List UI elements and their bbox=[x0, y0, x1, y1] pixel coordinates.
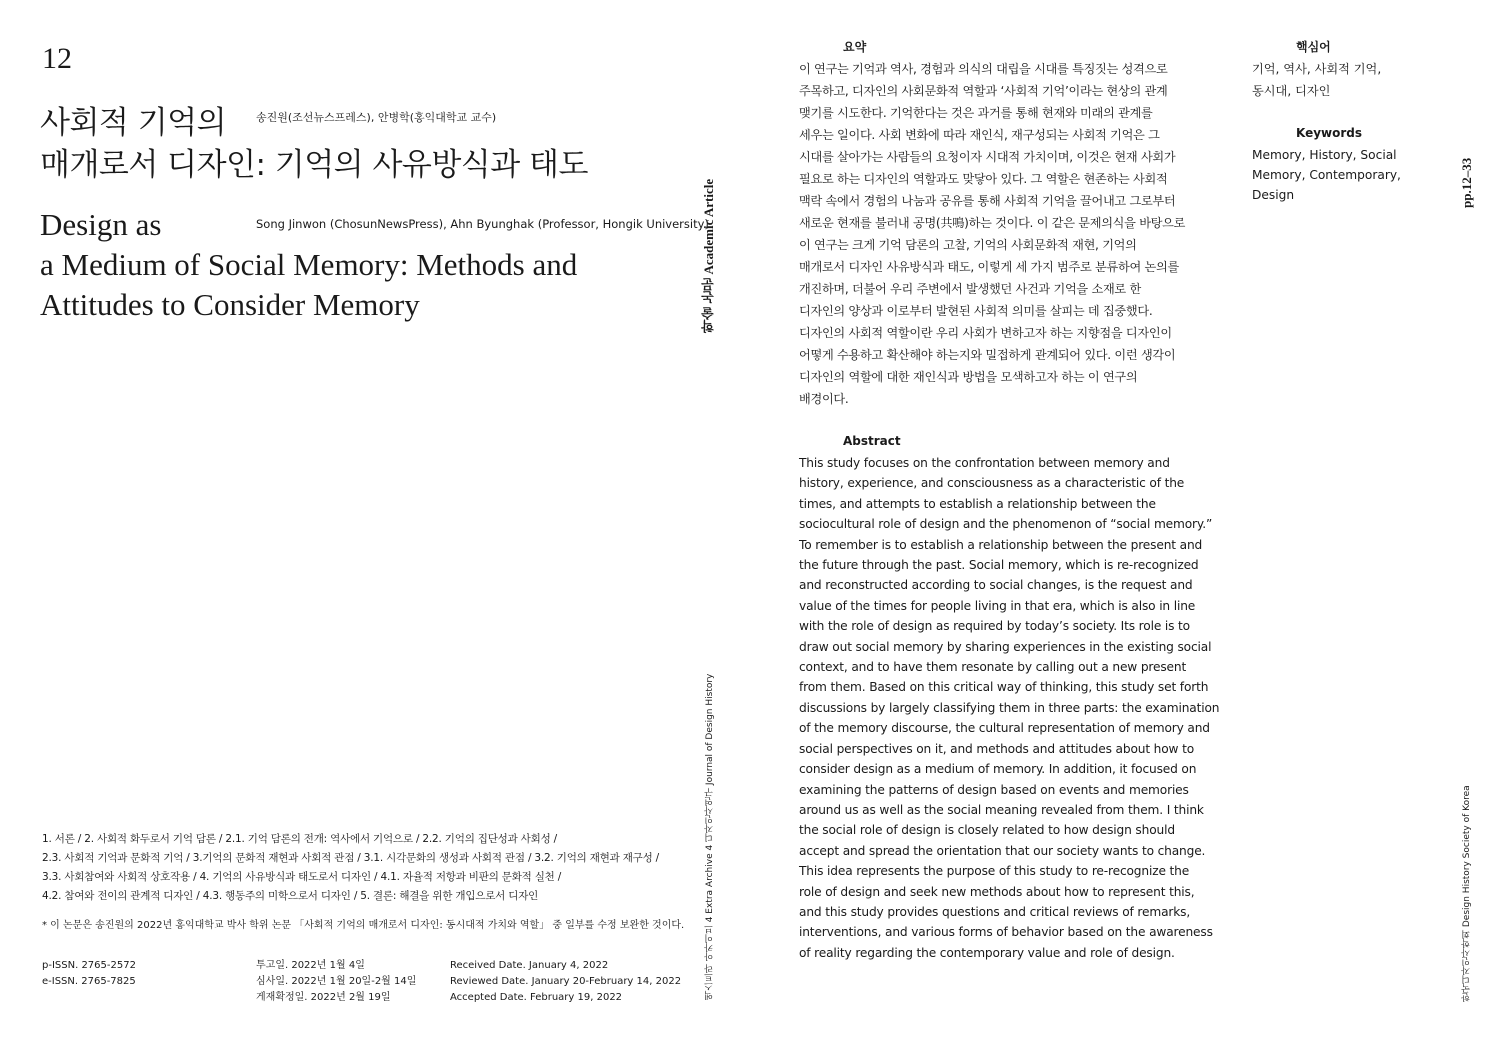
date-line: Reviewed Date. January 20-February 14, 2022 bbox=[450, 976, 682, 987]
keyword-line: Memory, History, Social bbox=[1252, 148, 1397, 162]
toc-line: 1. 서론 / 2. 사회적 화두로서 기억 담론 / 2.1. 기억 담론의 전개: 역사에서 기억으로 / 2.2. 기억의 집단성과 사회성 / bbox=[42, 833, 557, 845]
abstract-line: context, and to have them resonate by calling out a new present bbox=[799, 660, 1187, 675]
page-number: 12 bbox=[42, 42, 72, 75]
abstract-line: To remember is to establish a relationship between the present and bbox=[799, 537, 1203, 552]
keyword-line: 동시대, 디자인 bbox=[1252, 84, 1331, 98]
keyword-line: Design bbox=[1252, 188, 1295, 202]
authors-english: Song Jinwon (ChosunNewsPress), Ahn Byunghak (Professor, Hongik University) bbox=[256, 217, 709, 231]
abstract-line: from them. Based on this critical way of thinking, this study set forth bbox=[799, 680, 1209, 695]
abstract-line: times, and attempts to establish a relationship between the bbox=[799, 496, 1156, 511]
keywords-english-heading: Keywords bbox=[1296, 126, 1363, 140]
abstract-line: and this study provides questions and critical reviews of remarks, bbox=[799, 904, 1191, 919]
abstract-line: of the memory discourse, the cultural representation of memory and bbox=[799, 721, 1210, 736]
issn-line: e-ISSN. 2765-7825 bbox=[42, 976, 136, 987]
page-range: pp.12–33 bbox=[1459, 157, 1474, 208]
toc-line: 3.3. 사회참여와 사회적 상호작용 / 4. 기억의 사유방식과 태도로서 디자인 / 4.1. 자율적 저항과 비판의 문화적 실천 / bbox=[42, 871, 562, 883]
title-english-line: Design as bbox=[40, 207, 162, 242]
article-category: 학술 논문 Academic Article bbox=[701, 178, 716, 333]
abstract-line: draw out social memory by sharing experiences in the existing social bbox=[799, 639, 1212, 654]
abstract-line: history, experience, and consciousness as a characteristic of the bbox=[799, 476, 1185, 491]
society-name: 한국디자인사학회 Design History Society of Korea bbox=[1462, 785, 1472, 1002]
summary-line: 디자인의 역할에 대한 재인식과 방법을 모색하고자 하는 이 연구의 bbox=[799, 370, 1138, 384]
date-line: 심사일. 2022년 1월 20일-2월 14일 bbox=[256, 976, 417, 987]
summary-line: 디자인의 사회적 역할이란 우리 사회가 변하고자 하는 지향점을 디자인이 bbox=[799, 326, 1172, 340]
abstract-line: This idea represents the purpose of this study to re-recognize the bbox=[799, 864, 1190, 879]
abstract-line: the social role of design is closely related to how design should bbox=[799, 823, 1175, 838]
issn-line: p-ISSN. 2765-2572 bbox=[42, 960, 136, 971]
title-korean-line: 매개로서 디자인: 기억의 사유방식과 태도 bbox=[40, 147, 588, 183]
keyword-line: 기억, 역사, 사회적 기억, bbox=[1252, 62, 1382, 76]
abstract-body bbox=[799, 453, 1219, 963]
abstract-line: interventions, and various forms of behavior based on the awareness bbox=[799, 925, 1213, 940]
abstract-line: accept and spread the orientation that our society wants to change. bbox=[799, 843, 1206, 858]
abstract-line: social perspectives on it, and methods and attitudes about how to bbox=[799, 741, 1195, 756]
abstract-line: of reality regarding the contemporary value and role of design. bbox=[799, 945, 1175, 960]
summary-line: 배경이다. bbox=[799, 392, 849, 406]
toc-line: 4.2. 참여와 전이의 관계적 디자인 / 4.3. 행동주의 미학으로서 디자인 / 5. 결론: 해결을 위한 개입으로서 디자인 bbox=[42, 890, 539, 902]
summary-line: 매개로서 디자인 사유방식과 태도, 이렇게 세 가지 범주로 분류하여 논의를 bbox=[799, 260, 1179, 274]
title-english-line: Attitudes to Consider Memory bbox=[40, 287, 420, 322]
table-of-contents bbox=[42, 830, 692, 906]
summary-line: 맺기를 시도한다. 기억한다는 것은 과거를 통해 현재와 미래의 관계를 bbox=[799, 106, 1153, 120]
keywords-korean-heading: 핵심어 bbox=[1296, 40, 1331, 54]
abstract-line: around us as well as the social meaning revealed from them. I think bbox=[799, 802, 1204, 817]
footnote: * 이 논문은 송진원의 2022년 홍익대학교 박사 학위 논문 「사회적 기억의 매개로서 디자인: 동시대적 가치와 역할」 중 일부를 수정 보완한 것이다. bbox=[42, 920, 685, 931]
date-line: Received Date. January 4, 2022 bbox=[450, 960, 609, 971]
summary-line: 필요로 하는 디자인의 역할과도 맞닿아 있다. 그 역할은 현존하는 사회적 bbox=[799, 172, 1168, 186]
abstract-line: examining the patterns of design based on events and memories bbox=[799, 782, 1189, 797]
summary-line: 맥락 속에서 경험의 나눔과 공유를 통해 사회적 기억을 끌어내고 그로부터 bbox=[799, 194, 1176, 208]
abstract-line: the future through the past. Social memory, which is re-recognized bbox=[799, 558, 1199, 573]
summary-line: 세우는 일이다. 사회 변화에 따라 재인식, 재구성되는 사회적 기억은 그 bbox=[799, 128, 1160, 142]
keywords-english bbox=[1252, 145, 1401, 205]
summary-line: 이 연구는 기억과 역사, 경험과 의식의 대립을 시대를 특징짓는 성격으로 bbox=[799, 62, 1168, 76]
summary-line: 시대를 살아가는 사람들의 요청이자 시대적 가치이며, 이것은 현재 사회가 bbox=[799, 150, 1176, 164]
toc-line: 2.3. 사회적 기억과 문화적 기억 / 3.기억의 문화적 재현과 사회적 관점 / 3.1. 시각문화의 생성과 사회적 관점 / 3.2. 기억의 재현과 재구성 / bbox=[42, 852, 660, 864]
dates-korean bbox=[256, 958, 416, 1006]
summary-line: 디자인의 양상과 이로부터 발현된 사회적 의미를 살피는 데 집중했다. bbox=[799, 304, 1153, 318]
summary-body bbox=[799, 58, 1219, 410]
abstract-line: value of the times for people living in that era, which is also in line bbox=[799, 598, 1196, 613]
dates-english bbox=[450, 958, 681, 1006]
abstract-line: This study focuses on the confrontation between memory and bbox=[799, 456, 1170, 470]
abstract-line: and reconstructed according to social changes, is the request and bbox=[799, 578, 1193, 593]
abstract-line: with the role of design as required by today’s society. Its role is to bbox=[799, 619, 1190, 634]
issn-block bbox=[42, 958, 136, 990]
authors-korean: 송진원(조선뉴스프레스), 안병학(홍익대학교 교수) bbox=[256, 111, 497, 124]
abstract-line: consider design as a medium of memory. In addition, it focused on bbox=[799, 762, 1197, 777]
summary-line: 어떻게 수용하고 확산해야 하는지와 밀접하게 관계되어 있다. 이런 생각이 bbox=[799, 348, 1176, 362]
keywords-korean bbox=[1252, 58, 1381, 102]
title-korean-line: 사회적 기억의 bbox=[40, 105, 227, 141]
abstract-heading: Abstract bbox=[843, 434, 901, 448]
abstract-line: discussions by largely classifying them in three parts: the examination bbox=[799, 700, 1220, 715]
summary-line: 새로운 현재를 불러내 공명(共鳴)하는 것이다. 이 같은 문제의식을 바탕으로 bbox=[799, 216, 1186, 230]
summary-line: 이 연구는 크게 기억 담론의 고찰, 기억의 사회문화적 재현, 기억의 bbox=[799, 238, 1137, 252]
summary-line: 주목하고, 디자인의 사회문화적 역할과 ‘사회적 기억’이라는 현상의 관계 bbox=[799, 84, 1168, 98]
date-line: 게재확정일. 2022년 2월 19일 bbox=[256, 992, 391, 1003]
date-line: 투고일. 2022년 1월 4일 bbox=[256, 960, 365, 971]
abstract-line: sociocultural role of design and the phenomenon of “social memory.” bbox=[799, 517, 1213, 532]
date-line: Accepted Date. February 19, 2022 bbox=[450, 992, 623, 1003]
keyword-line: Memory, Contemporary, bbox=[1252, 168, 1401, 182]
title-english-line: a Medium of Social Memory: Methods and bbox=[40, 247, 578, 282]
summary-line: 개진하며, 더불어 우리 주변에서 발생했던 사건과 기억을 소재로 한 bbox=[799, 282, 1141, 296]
summary-heading: 요약 bbox=[843, 40, 867, 54]
journal-name: 엑스트라 아카이브 4 Extra Archive 4 디자인사연구 Journal of Design History bbox=[705, 673, 715, 1000]
abstract-line: role of design and seek new methods about how to represent this, bbox=[799, 884, 1195, 899]
